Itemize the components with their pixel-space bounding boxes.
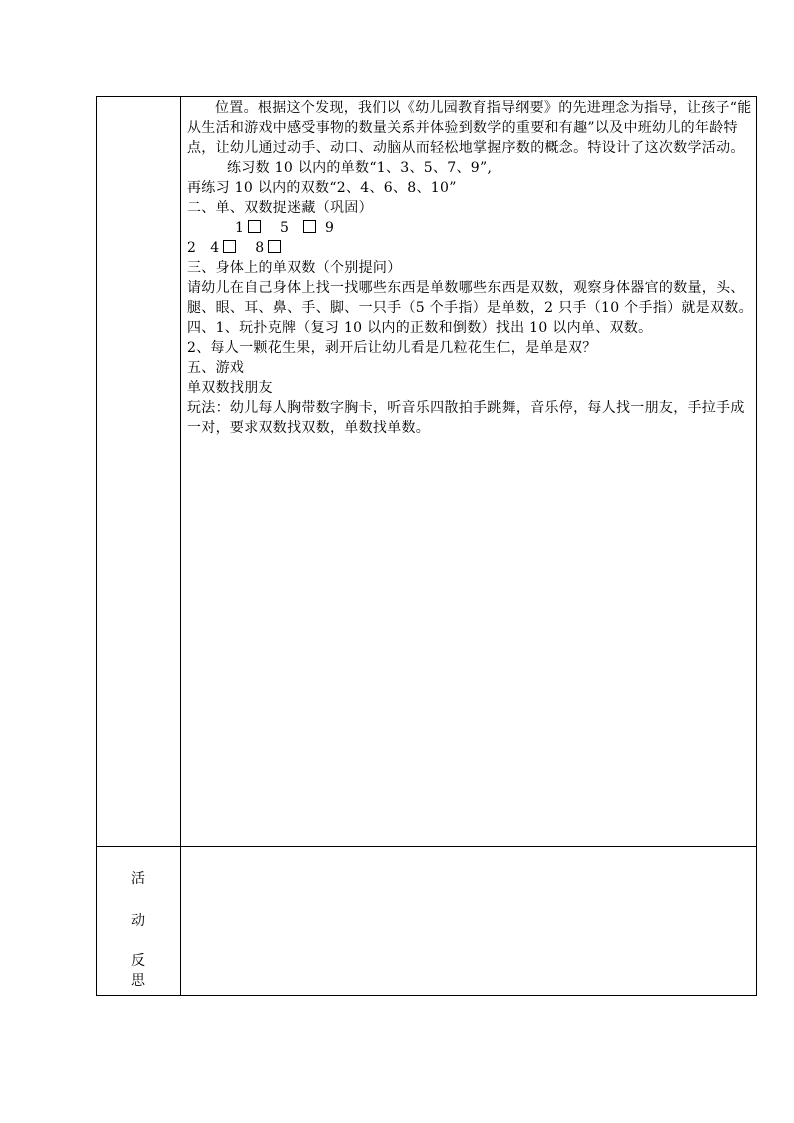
game-rules: 玩法：幼儿每人胸带数字胸卡，听音乐四散拍手跳舞，音乐停，每人找一朋友，手拉手成一对，要求双数找双数，单数找单数。 (187, 400, 745, 436)
table-right-border (756, 96, 757, 996)
section-heading-2: 二、单、双数捉迷藏（巩固） (187, 200, 373, 216)
table-bottom-border (96, 995, 757, 996)
even-number-row (187, 238, 755, 258)
even-number: 4 (210, 240, 220, 256)
odd-number: 9 (324, 220, 335, 236)
table-top-border (96, 96, 757, 97)
odd-number: 1 (235, 220, 245, 236)
item-4-2: 2、每人一颗花生果，剥开后让幼儿看是几粒花生仁，是单是双？ (187, 340, 597, 356)
odd-number: 5 (279, 220, 290, 236)
table-column-divider (180, 96, 181, 996)
reflection-label (96, 846, 180, 996)
label-char: 活 (131, 871, 145, 887)
even-number: 8 (255, 240, 265, 256)
odd-number-row (187, 218, 755, 238)
section-heading-5: 五、游戏 (187, 360, 245, 376)
intro-text: 位置。根据这个发现，我们以《幼儿园教育指导纲要》的先进理念为指导，让孩子“能从生活和游戏中感受事物的数量关系并体验到数学的重要和有趣”以及中班幼儿的年龄特点，让幼儿通过动手、动口、动脑从而轻松地掌握序数的概念。特设计了这次数学活动。 (187, 100, 752, 156)
game-name: 单双数找朋友 (187, 380, 273, 396)
label-char: 思 (131, 973, 145, 989)
blank-box (303, 220, 316, 233)
item-4-1: 四、1、玩扑克牌（复习 10 以内的正数和倒数）找出 10 以内单、双数。 (187, 320, 653, 336)
table-row-divider (96, 846, 757, 847)
blank-box (268, 240, 281, 253)
label-char: 动 (131, 913, 145, 929)
practice-even-line: 再练习 10 以内的双数“2、4、6、8、10” (187, 180, 457, 196)
reflection-content (187, 850, 747, 990)
label-char: 反 (131, 953, 145, 969)
even-number: 2 (187, 240, 197, 256)
intro-paragraph (187, 98, 755, 178)
body-parts-paragraph: 请幼儿在自己身体上找一找哪些东西是单数哪些东西是双数，观察身体器官的数量，头、腿、眼、耳、鼻、手、脚、一只手（5 个手指）是单数，2 只手（10 个手指）就是双数。 (187, 280, 753, 316)
section-heading-3: 三、身体上的单双数（个别提问） (187, 260, 402, 276)
blank-box (248, 220, 261, 233)
blank-box (223, 240, 236, 253)
practice-odd-text: 练习数 10 以内的单数“1、3、5、7、9”, (227, 160, 493, 176)
activity-process-content (187, 98, 755, 438)
